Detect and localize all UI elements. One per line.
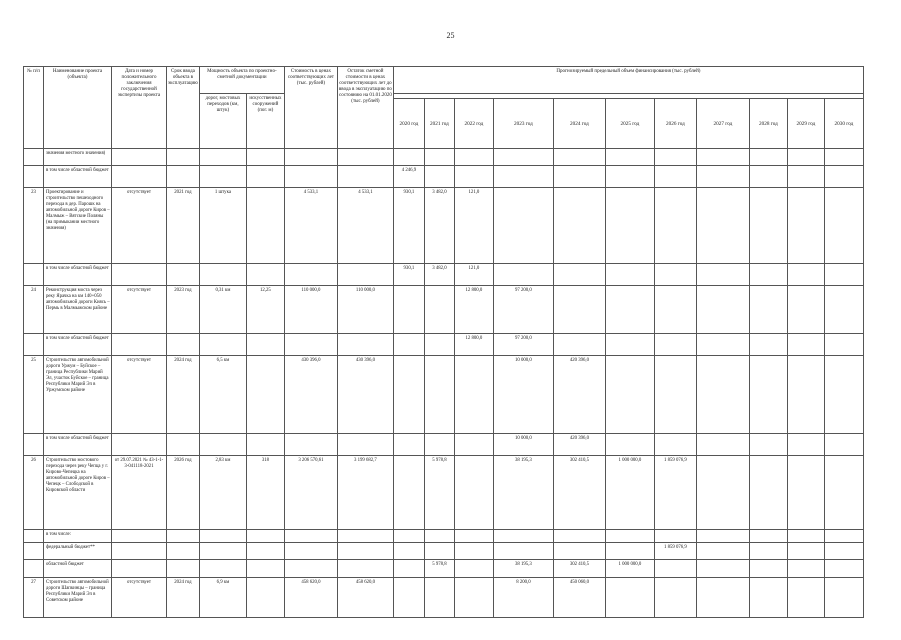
table-cell [284, 149, 337, 166]
table-cell [749, 456, 787, 530]
table-cell [424, 286, 454, 334]
table-cell [493, 149, 553, 166]
table-cell [337, 149, 393, 166]
table-cell [167, 434, 200, 456]
table-cell [749, 434, 787, 456]
table-cell [787, 149, 824, 166]
header-capacity: Мощность объекта по проектно-сметной документации [199, 67, 284, 94]
table-cell: 1 штука [199, 188, 246, 264]
table-cell [787, 456, 824, 530]
row-number-cell: 25 [24, 356, 44, 434]
table-cell: 12 800,0 [454, 286, 493, 334]
table-cell [654, 560, 696, 578]
table-cell [605, 356, 654, 434]
table-cell [824, 578, 863, 618]
table-cell: 2021 год [167, 188, 200, 264]
table-cell: 4 246,9 [393, 166, 424, 188]
table-cell [493, 530, 553, 543]
table-cell: 10 000,0 [493, 434, 553, 456]
row-number-cell [24, 334, 44, 356]
table-cell [654, 530, 696, 543]
table-cell: 1 859 076,9 [654, 456, 696, 530]
table-cell [246, 149, 284, 166]
table-cell [824, 543, 863, 560]
row-number-cell [24, 434, 44, 456]
header-remaining-cost: Остаток сметной стоимости в ценах соответствующих лет до ввода в эксплуатацию по состоянию на 01.01.2020 (тыс. рублей) [337, 67, 393, 149]
table-cell [393, 149, 424, 166]
row-number-cell [24, 560, 44, 578]
table-cell [787, 578, 824, 618]
table-cell [454, 166, 493, 188]
table-cell [167, 149, 200, 166]
table-cell: 2026 год [167, 456, 200, 530]
table-cell [749, 166, 787, 188]
table-cell [199, 149, 246, 166]
table-cell [424, 149, 454, 166]
table-row [24, 530, 864, 543]
table-cell: 8 200,0 [493, 578, 553, 618]
table-cell: 3 206 570,61 [284, 456, 337, 530]
table-cell [393, 286, 424, 334]
project-name-cell: в том числе областной бюджет [44, 264, 112, 286]
table-cell [749, 334, 787, 356]
table-cell [553, 149, 605, 166]
table-cell [454, 560, 493, 578]
table-cell [787, 530, 824, 543]
table-cell [284, 166, 337, 188]
table-cell [824, 560, 863, 578]
header-year-10: 2029 год [787, 99, 824, 149]
table-cell [553, 264, 605, 286]
header-forecast-financing: Прогнозируемый предельный объем финансирования (тыс. рублей) [393, 67, 863, 94]
table-cell [337, 334, 393, 356]
table-cell [454, 578, 493, 618]
table-cell [696, 543, 749, 560]
table-cell [112, 149, 167, 166]
header-year-5: 2024 год [553, 99, 605, 149]
table-cell [605, 188, 654, 264]
table-cell: 4 533,1 [284, 188, 337, 264]
table-cell [167, 264, 200, 286]
header-capacity-roads: дорог, мостовых переходов (км, штук) [199, 94, 246, 149]
table-cell: от 29.07.2021 № 43-1-1-3-041118-2021 [112, 456, 167, 530]
project-name-cell: Строительство мостового перехода через реку Чепца у г. Кирово-Чепецка на автомобильной дороге Киров – Чепецк – Слободской в Кировской области [44, 456, 112, 530]
row-number-cell [24, 166, 44, 188]
project-name-cell: в том числе: [44, 530, 112, 543]
table-cell: 3 199 682,7 [337, 456, 393, 530]
table-cell [749, 530, 787, 543]
table-cell [284, 264, 337, 286]
header-year-7: 2026 год [654, 99, 696, 149]
table-cell [112, 560, 167, 578]
table-cell [284, 434, 337, 456]
header-year-6: 2025 год [605, 99, 654, 149]
table-cell: 2024 год [167, 356, 200, 434]
table-cell [393, 530, 424, 543]
table-cell: 97 200,0 [493, 286, 553, 334]
header-capacity-artificial: искусственных сооружений (пог. м) [246, 94, 284, 149]
table-cell [824, 334, 863, 356]
table-cell: 458 620,0 [284, 578, 337, 618]
table-cell [787, 334, 824, 356]
table-cell [284, 530, 337, 543]
table-cell [424, 543, 454, 560]
table-cell [393, 356, 424, 434]
table-cell [824, 530, 863, 543]
table-cell [199, 434, 246, 456]
table-cell [246, 166, 284, 188]
table-cell [749, 286, 787, 334]
header-year-4: 2023 год [493, 99, 553, 149]
table-cell [454, 456, 493, 530]
table-cell [824, 356, 863, 434]
table-cell [553, 530, 605, 543]
header-expertise-date: Дата и номер положительного заключения государственной экспертизы проекта [112, 67, 167, 149]
project-name-cell: в том числе областной бюджет [44, 334, 112, 356]
table-cell [424, 434, 454, 456]
table-cell [605, 434, 654, 456]
table-cell [246, 543, 284, 560]
table-cell [553, 188, 605, 264]
table-cell [553, 543, 605, 560]
table-cell [424, 530, 454, 543]
table-cell [787, 166, 824, 188]
table-cell [654, 166, 696, 188]
table-cell [749, 264, 787, 286]
table-cell [605, 334, 654, 356]
project-name-cell: значения местного значения) [44, 149, 112, 166]
table-cell [393, 543, 424, 560]
table-cell [696, 578, 749, 618]
table-cell: 5 978,8 [424, 560, 454, 578]
table-cell [787, 264, 824, 286]
table-cell: 318 [246, 456, 284, 530]
table-cell [654, 356, 696, 434]
table-cell [337, 434, 393, 456]
table-row [24, 578, 864, 618]
table-cell [246, 264, 284, 286]
table-cell [605, 286, 654, 334]
table-cell [112, 434, 167, 456]
table-cell [337, 530, 393, 543]
table-row [24, 188, 864, 264]
table-cell [553, 334, 605, 356]
table-cell [424, 356, 454, 434]
table-cell [696, 188, 749, 264]
table-cell [654, 434, 696, 456]
table-cell: 930,1 [393, 264, 424, 286]
table-cell [393, 434, 424, 456]
table-cell [284, 560, 337, 578]
table-row [24, 286, 864, 334]
table-row [24, 560, 864, 578]
table-cell [605, 264, 654, 286]
table-cell [393, 560, 424, 578]
project-name-cell: Строительство автомобильной дороги Шапкинцы – граница Республики Марий Эл в Советском районе [44, 578, 112, 618]
table-cell [696, 356, 749, 434]
project-name-cell: Реконструкция моста через реку Ярачка на км 140+050 автомобильной дороги Киясь – Пермь в Малмыжском районе [44, 286, 112, 334]
table-cell: 121,0 [454, 188, 493, 264]
row-number-cell [24, 530, 44, 543]
table-cell: 38 195,3 [493, 560, 553, 578]
table-cell [199, 543, 246, 560]
header-year-2: 2021 год [424, 99, 454, 149]
table-cell [605, 530, 654, 543]
table-cell [454, 434, 493, 456]
table-cell: 302 410,5 [553, 456, 605, 530]
table-row [24, 456, 864, 530]
row-number-cell: 23 [24, 188, 44, 264]
table-cell [749, 356, 787, 434]
table-cell [199, 264, 246, 286]
table-cell: 4 533,1 [337, 188, 393, 264]
table-cell [112, 166, 167, 188]
row-number-cell [24, 149, 44, 166]
table-cell [749, 149, 787, 166]
table-cell [393, 456, 424, 530]
table-cell [112, 530, 167, 543]
table-row [24, 543, 864, 560]
page-number: 25 [446, 31, 455, 40]
table-cell [696, 530, 749, 543]
table-cell: 5 978,8 [424, 456, 454, 530]
header-year-9: 2028 год [749, 99, 787, 149]
table-cell: отсутствует [112, 286, 167, 334]
table-cell [605, 543, 654, 560]
table-cell [787, 286, 824, 334]
table-cell [696, 166, 749, 188]
table-row [24, 356, 864, 434]
row-number-cell: 26 [24, 456, 44, 530]
table-cell [246, 434, 284, 456]
table-cell [199, 166, 246, 188]
header-commissioning-term: Срок ввода объекта в эксплуатацию [167, 67, 200, 149]
project-name-cell: в том числе областной бюджет [44, 434, 112, 456]
project-name-cell: в том числе областной бюджет [44, 166, 112, 188]
financing-table [23, 66, 864, 618]
table-row [24, 264, 864, 286]
table-cell [393, 578, 424, 618]
table-cell [454, 543, 493, 560]
table-cell [696, 434, 749, 456]
table-cell [696, 334, 749, 356]
row-number-cell [24, 264, 44, 286]
table-cell [696, 264, 749, 286]
table-cell [654, 578, 696, 618]
table-cell: 110 000,0 [337, 286, 393, 334]
table-cell [246, 188, 284, 264]
table-cell [167, 560, 200, 578]
table-cell [112, 334, 167, 356]
table-cell [605, 166, 654, 188]
header-year-8: 2027 год [696, 99, 749, 149]
table-cell [112, 264, 167, 286]
table-cell [824, 166, 863, 188]
table-cell [787, 188, 824, 264]
table-cell [112, 543, 167, 560]
header-project-name: Наименование проекта (объекта) [44, 67, 112, 149]
table-cell [246, 356, 284, 434]
project-name-cell: Проектирование и строительство пешеходного перехода в дер. Парошк на автомобильной дороге Киров – Малмыж – Вятские Поляны (на примыкании местного значения) [44, 188, 112, 264]
table-cell [787, 543, 824, 560]
table-cell [654, 149, 696, 166]
table-cell [337, 264, 393, 286]
table-cell [337, 543, 393, 560]
table-row [24, 434, 864, 456]
table-cell: отсутствует [112, 356, 167, 434]
table-cell [787, 434, 824, 456]
table-cell [787, 560, 824, 578]
row-number-cell: 24 [24, 286, 44, 334]
table-cell: 121,0 [454, 264, 493, 286]
table-cell [824, 264, 863, 286]
project-name-cell: областной бюджет [44, 560, 112, 578]
table-cell [246, 560, 284, 578]
table-row [24, 149, 864, 166]
table-cell [424, 166, 454, 188]
table-cell [246, 334, 284, 356]
table-cell [696, 149, 749, 166]
table-cell [246, 530, 284, 543]
table-cell [824, 456, 863, 530]
table-cell [393, 334, 424, 356]
table-cell: 430 396,0 [337, 356, 393, 434]
table-cell [167, 166, 200, 188]
table-cell [167, 543, 200, 560]
table-cell: 3 482,0 [424, 188, 454, 264]
table-cell [749, 543, 787, 560]
table-cell: 110 000,0 [284, 286, 337, 334]
table-cell: 2,83 км [199, 456, 246, 530]
table-cell: 430 396,0 [284, 356, 337, 434]
table-cell: 0,31 км [199, 286, 246, 334]
table-cell [824, 149, 863, 166]
table-cell [424, 578, 454, 618]
table-cell [284, 543, 337, 560]
table-cell [696, 286, 749, 334]
table-cell: 12 800,0 [454, 334, 493, 356]
table-cell: 10 000,0 [493, 356, 553, 434]
table-cell [199, 560, 246, 578]
header-year-1: 2020 год [393, 99, 424, 149]
table-cell [454, 149, 493, 166]
project-name-cell: Строительство автомобильной дороги Уржум – Буйское – граница Республики Марий Эл, участок Буйское – граница Республики Марий Эл в Уржумском районе [44, 356, 112, 434]
table-cell [654, 334, 696, 356]
table-cell [454, 530, 493, 543]
project-name-cell: федеральный бюджет** [44, 543, 112, 560]
table-cell: 458 620,0 [337, 578, 393, 618]
header-year-3: 2022 год [454, 99, 493, 149]
table-cell: 97 200,0 [493, 334, 553, 356]
table-cell: 12,25 [246, 286, 284, 334]
table-cell [605, 578, 654, 618]
table-cell [167, 530, 200, 543]
table-cell [824, 188, 863, 264]
table-cell [749, 578, 787, 618]
table-cell: 450 060,0 [553, 578, 605, 618]
table-cell [337, 166, 393, 188]
table-cell [284, 334, 337, 356]
table-cell [654, 286, 696, 334]
table-cell [553, 286, 605, 334]
table-cell: 302 410,5 [553, 560, 605, 578]
header-cost: Стоимость в ценах соответствующих лет (тыс. рублей) [284, 67, 337, 149]
table-cell [696, 456, 749, 530]
table-cell: 3 482,0 [424, 264, 454, 286]
table-cell: 1 000 000,0 [605, 560, 654, 578]
table-cell [493, 188, 553, 264]
table-cell [493, 264, 553, 286]
table-cell [749, 560, 787, 578]
table-cell [749, 188, 787, 264]
table-cell [199, 530, 246, 543]
table-cell: 38 195,3 [493, 456, 553, 530]
table-cell [493, 543, 553, 560]
table-cell: 6,9 км [199, 578, 246, 618]
table-cell [605, 149, 654, 166]
table-cell: 1 000 000,0 [605, 456, 654, 530]
row-number-cell [24, 543, 44, 560]
table-cell: 930,1 [393, 188, 424, 264]
table-cell: 2024 год [167, 578, 200, 618]
table-cell [246, 578, 284, 618]
table-cell [696, 560, 749, 578]
header-no: № п/п [24, 67, 44, 149]
table-cell: отсутствует [112, 188, 167, 264]
table-cell [824, 286, 863, 334]
table-cell [824, 434, 863, 456]
table-cell: 6,5 км [199, 356, 246, 434]
table-cell: 1 859 076,9 [654, 543, 696, 560]
table-cell [199, 334, 246, 356]
table-cell [337, 560, 393, 578]
table-row [24, 166, 864, 188]
header-year-11: 2030 год [824, 99, 863, 149]
table-cell: 2023 год [167, 286, 200, 334]
table-cell [654, 188, 696, 264]
table-cell [787, 356, 824, 434]
table-cell [424, 334, 454, 356]
table-cell: 420 396,0 [553, 356, 605, 434]
table-cell [167, 334, 200, 356]
row-number-cell: 27 [24, 578, 44, 618]
table-cell: отсутствует [112, 578, 167, 618]
table-cell [493, 166, 553, 188]
table-cell: 420 396,0 [553, 434, 605, 456]
table-cell [454, 356, 493, 434]
table-cell [553, 166, 605, 188]
table-cell [654, 264, 696, 286]
table-row [24, 334, 864, 356]
